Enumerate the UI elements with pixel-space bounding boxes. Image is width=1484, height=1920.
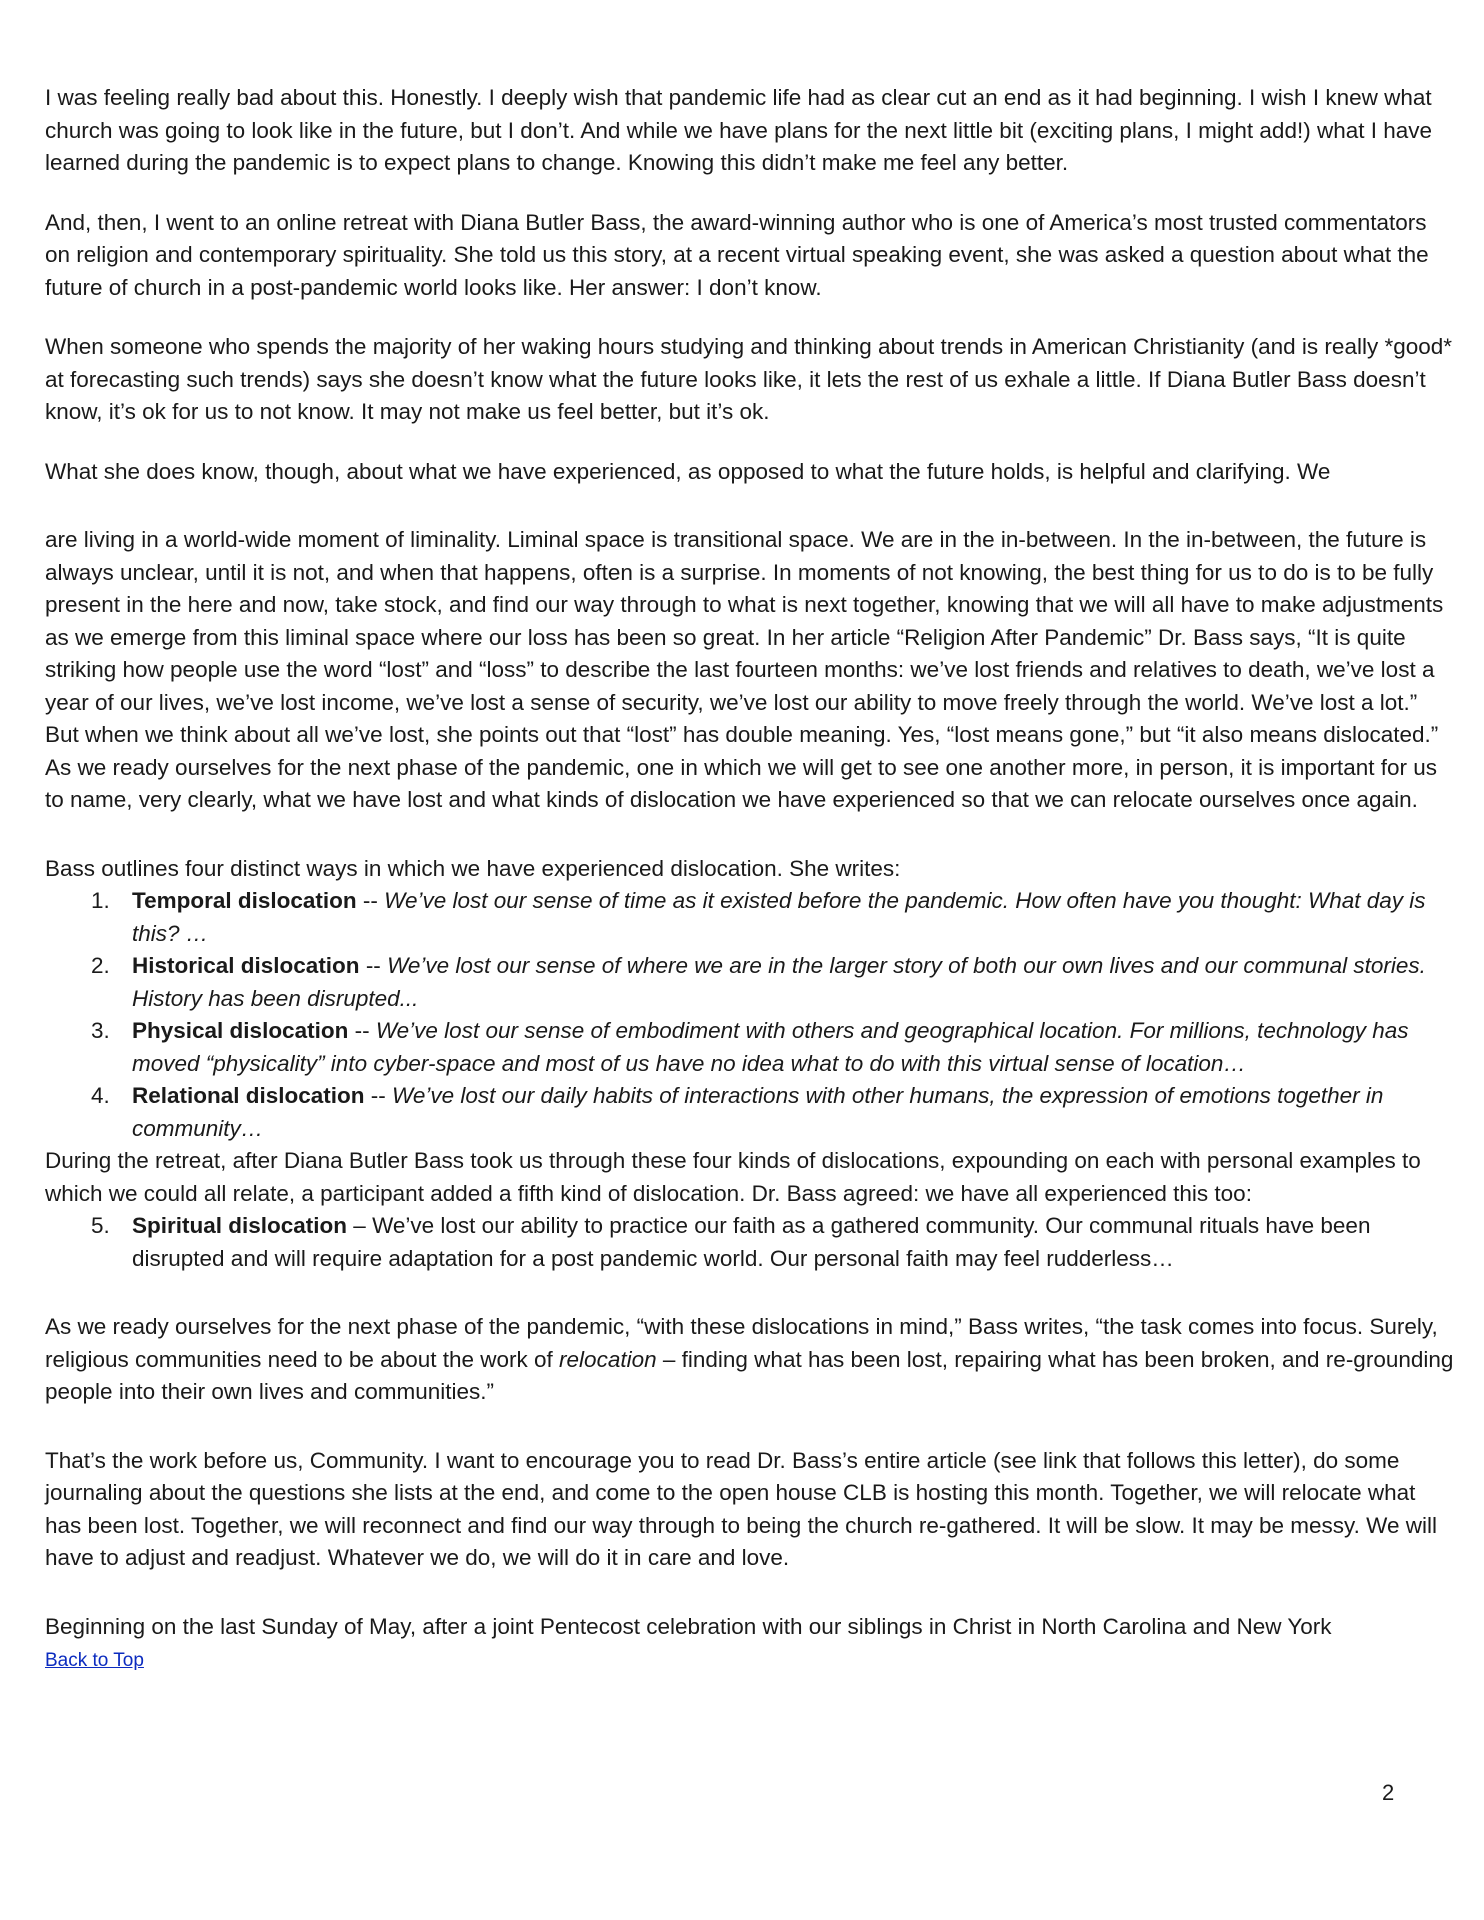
list-intro: Bass outlines four distinct ways in which we have experienced dislocation. She writes:	[45, 855, 901, 881]
relocation-text-end: – finding what has been lost, repairing what has been broken, and re-grounding people into their own lives and communities.”	[45, 1346, 1454, 1404]
paragraph-what-she-knows: What she does know, though, about what we have experienced, as opposed to what the future holds, is helpful and clarifying. We	[45, 458, 1331, 484]
dislocation-term: Relational dislocation	[132, 1083, 365, 1108]
list-number: 1.	[91, 888, 110, 913]
page-number: 2	[1382, 1780, 1395, 1805]
dislocation-description: We’ve lost our ability to practice our faith as a gathered community. Our communal rituals have been disrupted and will require adaptation for a post pandemic world. Our personal faith may feel rudderless…	[132, 1213, 1371, 1271]
fifth-dislocation-list	[45, 1210, 1455, 1275]
list-item	[45, 950, 1455, 1015]
dislocation-description: We’ve lost our sense of embodiment with others and geographical location. For millions, technology has moved “physicality” into cyber-space and most of us have no idea what to do with this virtual sense of location…	[132, 1018, 1409, 1076]
paragraph-exhale: When someone who spends the majority of her waking hours studying and thinking about trends in American Christianity (and is really *good* at forecasting such trends) says she doesn’t know what the future looks like, it lets the rest of us exhale a little. If Diana Butler Bass doesn’t know, it’s ok for us to not know. It may not make us feel better, but it’s ok.	[45, 334, 1453, 424]
back-to-top-link[interactable]: Back to Top	[45, 1650, 144, 1671]
dislocation-term: Physical dislocation	[132, 1018, 349, 1043]
letter-body	[45, 82, 1455, 1676]
separator: –	[347, 1213, 373, 1238]
relocation-emphasis: relocation	[559, 1346, 657, 1372]
separator: --	[356, 888, 385, 913]
paragraph-relocation	[45, 1311, 1455, 1409]
list-item	[45, 885, 1455, 950]
paragraph-liminality: are living in a world-wide moment of liminality. Liminal space is transitional space. We are in the in-between. In the in-between, the future is always unclear, until it is not, and when that happens, often is a surprise. In moments of not knowing, the best thing for us to do is to be fully present in the here and now, take stock, and find our way through to what is next together, knowing that we will all have to make adjustments as we emerge from this liminal space where our loss has been so great. In her article “Religion After Pandemic” Dr. Bass says, “It is quite striking how people use the word “lost” and “loss” to describe the last fourteen months: we’ve lost friends and relatives to death, we’ve lost a year of our lives, we’ve lost income, we’ve lost a sense of security, we’ve lost our ability to move freely through the world. We’ve lost a lot.” But when we think about all we’ve lost, she points out that “lost” has double meaning. Yes, “lost means gone,” but “it also means dislocated.” As we ready ourselves for the next phase of the pandemic, one in which we will get to see one another more, in person, it is important for us to name, very clearly, what we have lost and what kinds of dislocation we have experienced so that we can relocate ourselves once again.	[45, 527, 1444, 812]
paragraph-retreat: And, then, I went to an online retreat with Diana Butler Bass, the award-winning author who is one of America’s most trusted commentators on religion and contemporary spirituality. She told us this story, at a recent virtual speaking event, she was asked a question about what the future of church in a post-pandemic world looks like. Her answer: I don’t know.	[45, 209, 1429, 300]
dislocation-description: We’ve lost our sense of where we are in the larger story of both our own lives and our communal stories. History has been disrupted...	[132, 953, 1426, 1011]
list-number: 5.	[91, 1213, 110, 1238]
separator: --	[348, 1018, 376, 1043]
paragraph-beginning: Beginning on the last Sunday of May, after a joint Pentecost celebration with our siblings in Christ in North Carolina and New York	[45, 1613, 1332, 1639]
list-item	[45, 1015, 1455, 1080]
list-number: 4.	[91, 1083, 110, 1108]
list-number: 3.	[91, 1018, 110, 1043]
paragraph-feeling-bad: I was feeling really bad about this. Honestly. I deeply wish that pandemic life had as clear cut an end as it had beginning. I wish I knew what church was going to look like in the future, but I don’t. And while we have plans for the next little bit (exciting plans, I might add!) what I have learned during the pandemic is to expect plans to change. Knowing this didn’t make me feel any better.	[45, 85, 1433, 175]
dislocation-term: Temporal dislocation	[132, 888, 357, 913]
dislocation-list	[45, 885, 1455, 1145]
dislocation-description: We’ve lost our sense of time as it existed before the pandemic. How often have you thought: What day is this? …	[132, 888, 1426, 946]
dislocation-description: We’ve lost our daily habits of interactions with other humans, the expression of emotions together in community…	[132, 1083, 1384, 1141]
dislocation-term: Historical dislocation	[132, 953, 360, 978]
relocation-text-start: As we ready ourselves for the next phase of the pandemic, “with these dislocations in mind,” Bass writes, “the task comes into focus. Surely, religious communities need to be about the work of	[45, 1314, 1438, 1372]
list-item	[45, 1080, 1455, 1145]
dislocation-term: Spiritual dislocation	[132, 1213, 348, 1238]
paragraph-work-before-us: That’s the work before us, Community. I want to encourage you to read Dr. Bass’s entire article (see link that follows this letter), do some journaling about the questions she lists at the end, and come to the open house CLB is hosting this month. Together, we will relocate what has been lost. Together, we will reconnect and find our way through to being the church re-gathered. It will be slow. It may be messy. We will have to adjust and readjust. Whatever we do, we will do it in care and love.	[45, 1447, 1437, 1570]
list-item	[45, 1210, 1455, 1275]
list-number: 2.	[91, 953, 110, 978]
separator: --	[364, 1083, 393, 1108]
paragraph-fifth-kind: During the retreat, after Diana Butler Bass took us through these four kinds of dislocations, expounding on each with personal examples to which we could all relate, a participant added a fifth kind of dislocation. Dr. Bass agreed: we have all experienced this too:	[45, 1148, 1421, 1206]
separator: --	[359, 953, 388, 978]
